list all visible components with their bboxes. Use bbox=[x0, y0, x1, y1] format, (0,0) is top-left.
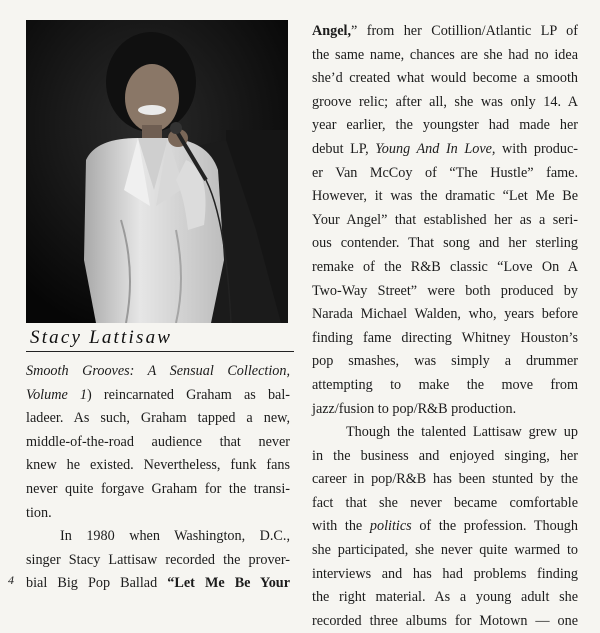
text-line: Two-Way Street” were both produced by bbox=[312, 282, 578, 299]
text-line: Though the talented Lattisaw grew up bbox=[346, 424, 578, 441]
photo-caption: Stacy Lattisaw bbox=[30, 327, 173, 348]
text-line: ous contender. That song and her sterling bbox=[312, 235, 578, 252]
text-line: Volume 1) reincarnated Graham as bal- bbox=[26, 386, 290, 403]
page-number: 4 bbox=[8, 573, 14, 587]
text-line: interviews and has had problems finding bbox=[312, 565, 578, 582]
text-line: middle-of-the-road audience that never bbox=[26, 433, 290, 450]
text-line: knew he existed. Nevertheless, funk fans bbox=[26, 457, 290, 474]
text-line: the same name, chances are she had no idea bbox=[312, 46, 578, 63]
text-line: year earlier, the youngster had made her bbox=[312, 117, 578, 134]
text-line: bial Big Pop Ballad “Let Me Be Your bbox=[26, 575, 290, 592]
text-line: singer Stacy Lattisaw recorded the prover- bbox=[26, 551, 290, 568]
text-line: in the business and enjoyed singing, her bbox=[312, 447, 578, 464]
caption-divider bbox=[26, 351, 294, 352]
singer-photo-illustration bbox=[26, 20, 288, 323]
text-line: tion. bbox=[26, 504, 52, 521]
text-line: fact that she never became comfortable bbox=[312, 494, 578, 511]
text-line: she’d created what would become a smooth bbox=[312, 70, 578, 87]
left-text-column bbox=[26, 360, 290, 596]
text-line: never quite forgave Graham for the transi- bbox=[26, 480, 290, 497]
text-line: Narada Michael Walden, who, years before bbox=[312, 306, 578, 323]
text-line: the right material. As a young adult she bbox=[312, 589, 578, 606]
text-line: with the politics of the profession. Though bbox=[312, 518, 578, 535]
text-line: remake of the R&B classic “Love On A bbox=[312, 258, 578, 275]
text-line: Angel,” from her Cotillion/Atlantic LP of bbox=[312, 23, 578, 39]
text-line: jazz/fusion to pop/R&B production. bbox=[312, 400, 517, 417]
text-line: debut LP, Young And In Love, with produc- bbox=[312, 140, 578, 157]
text-line: attempting to make the move from bbox=[312, 376, 578, 393]
photo-stacy-lattisaw bbox=[26, 20, 288, 323]
text-line: ladeer. As such, Graham tapped a new, bbox=[26, 410, 290, 427]
text-line: Smooth Grooves: A Sensual Collection, bbox=[26, 363, 290, 379]
text-line: er Van McCoy of “The Hustle” fame. bbox=[312, 164, 578, 181]
text-line: groove relic; after all, she was only 14. A bbox=[312, 93, 578, 110]
text-line: recorded three albums for Motown — one bbox=[312, 612, 578, 629]
text-line: career in pop/R&B has been stunted by the bbox=[312, 471, 578, 488]
text-line: finding fame directing Whitney Houston’s bbox=[312, 329, 578, 346]
text-line: she participated, she never quite warmed to bbox=[312, 542, 578, 559]
text-line: pop smashes, was simply a drummer bbox=[312, 353, 578, 370]
right-text-column bbox=[312, 20, 578, 633]
text-line: However, it was the dramatic “Let Me Be bbox=[312, 188, 578, 205]
text-line: Your Angel” that established her as a seri- bbox=[312, 211, 578, 228]
text-line: In 1980 when Washington, D.C., bbox=[60, 528, 290, 545]
